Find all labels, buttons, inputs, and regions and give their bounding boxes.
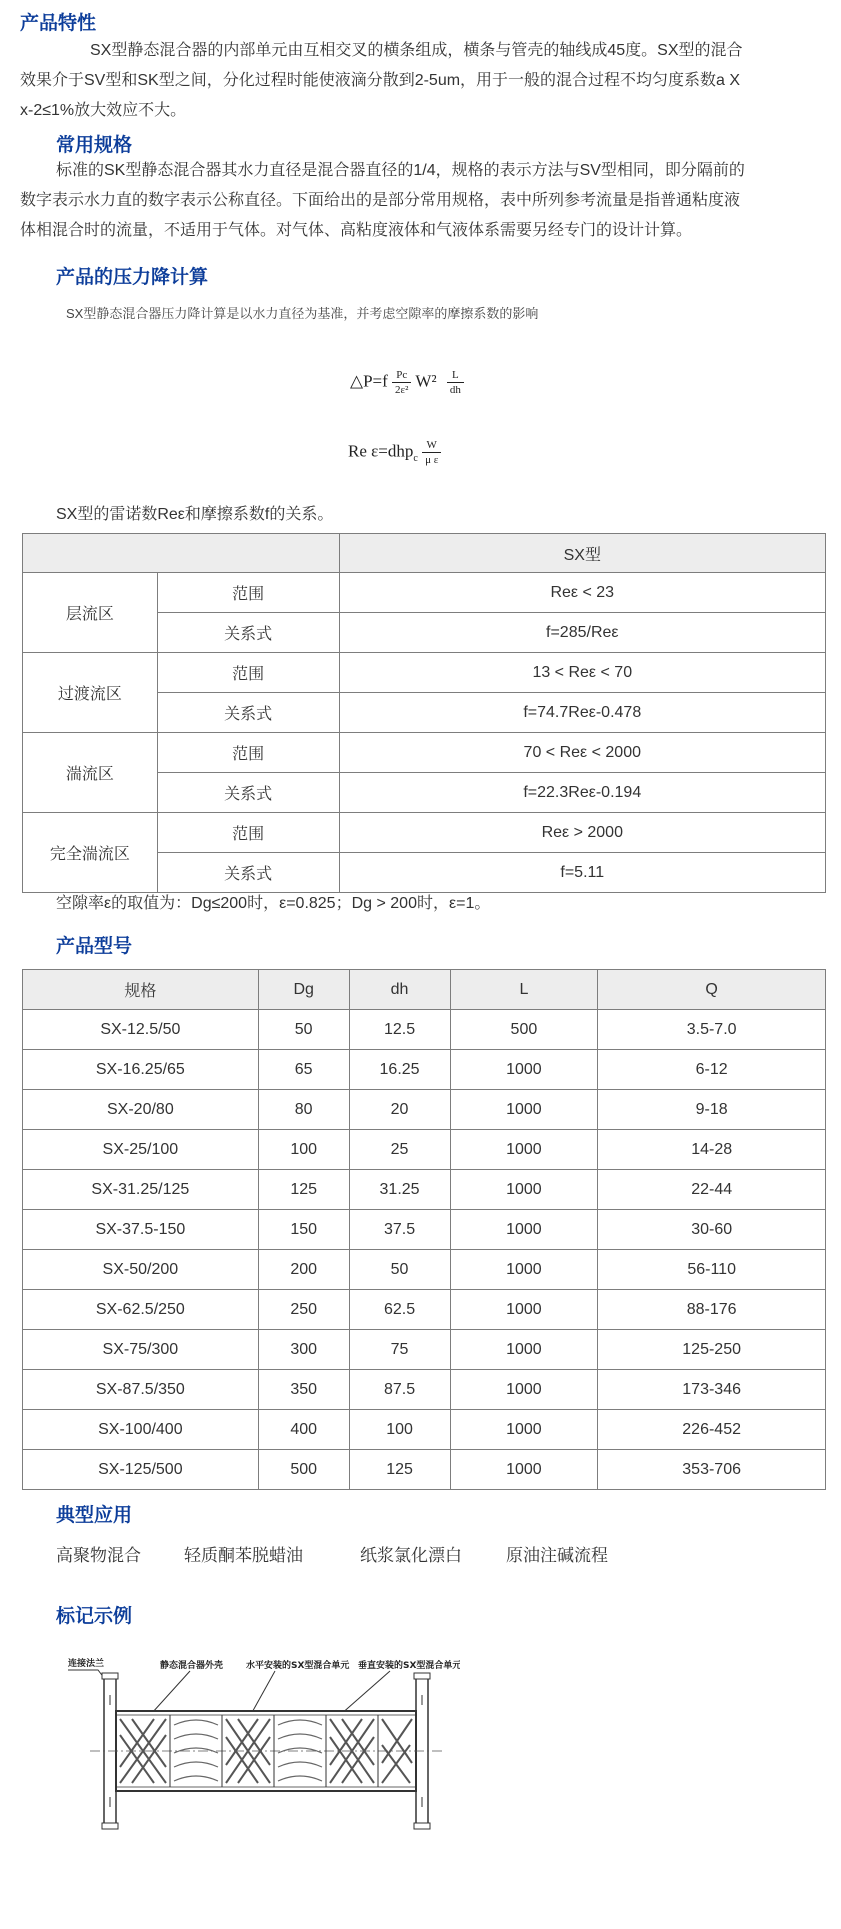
mixer-diagram-svg bbox=[60, 1655, 460, 1830]
table-row bbox=[23, 1010, 826, 1050]
zone-value-cell: f=285/Reε bbox=[339, 613, 825, 653]
table-cell: SX-75/300 bbox=[23, 1330, 259, 1370]
table-cell: 30-60 bbox=[598, 1210, 826, 1250]
table-row bbox=[23, 1250, 826, 1290]
models-column-header: Q bbox=[598, 970, 826, 1010]
table-cell: 65 bbox=[258, 1050, 349, 1090]
table-row bbox=[23, 1210, 826, 1250]
table-row bbox=[23, 1290, 826, 1330]
table-cell: 80 bbox=[258, 1090, 349, 1130]
table-cell: 1000 bbox=[450, 1290, 598, 1330]
formula-fraction-1-denominator: 2ε² bbox=[395, 384, 409, 396]
table-cell: 1000 bbox=[450, 1090, 598, 1130]
table-cell: 75 bbox=[349, 1330, 450, 1370]
features-line-2: 效果介于SV型和SK型之间，分化过程时能使液滴分散到2-5um，用于一般的混合过程不均匀度系数a X bbox=[20, 72, 741, 89]
table-cell: SX-25/100 bbox=[23, 1130, 259, 1170]
zone-key-cell: 关系式 bbox=[157, 773, 339, 813]
table-cell: 250 bbox=[258, 1290, 349, 1330]
section-heading-applications: 典型应用 bbox=[56, 1505, 133, 1526]
zone-cell: 过渡流区 bbox=[23, 653, 158, 733]
zone-value-cell: Reε > 2000 bbox=[339, 813, 825, 853]
table-cell: 1000 bbox=[450, 1250, 598, 1290]
models-table-body bbox=[23, 1010, 826, 1490]
table-cell: SX-100/400 bbox=[23, 1410, 259, 1450]
table-cell: 31.25 bbox=[349, 1170, 450, 1210]
zone-value-cell: f=74.7Reε-0.478 bbox=[339, 693, 825, 733]
formula-fraction-2 bbox=[447, 368, 464, 397]
table-row bbox=[23, 1170, 826, 1210]
reynolds-fraction bbox=[422, 438, 441, 467]
table-cell: 9-18 bbox=[598, 1090, 826, 1130]
zone-cell: 完全湍流区 bbox=[23, 813, 158, 893]
specs-line-1: 标准的SK型静态混合器其水力直径是混合器直径的1/4，规格的表示方法与SV型相同，即分隔前的 bbox=[56, 162, 745, 179]
label-housing: 静态混合器外壳 bbox=[160, 1661, 224, 1671]
features-line-1: SX型静态混合器的内部单元由互相交叉的横条组成，横条与管壳的轴线成45度。SX型的混合 bbox=[90, 42, 743, 59]
table-row bbox=[23, 1090, 826, 1130]
table-cell: 125-250 bbox=[598, 1330, 826, 1370]
models-column-header: dh bbox=[349, 970, 450, 1010]
relation-caption: SX型的雷诺数Reε和摩擦系数f的关系。 bbox=[56, 506, 334, 523]
table-cell: 88-176 bbox=[598, 1290, 826, 1330]
zone-key-cell: 范围 bbox=[157, 653, 339, 693]
table-row bbox=[23, 1450, 826, 1490]
friction-table-corner bbox=[23, 534, 340, 573]
table-cell: 1000 bbox=[450, 1210, 598, 1250]
features-line-3: x-2≤1%放大效应不大。 bbox=[20, 102, 187, 119]
zone-value-cell: Reε < 23 bbox=[339, 573, 825, 613]
table-cell: SX-125/500 bbox=[23, 1450, 259, 1490]
table-cell: 1000 bbox=[450, 1410, 598, 1450]
label-vertical-unit: 垂直安装的SX型混合单元 bbox=[358, 1661, 460, 1671]
table-cell: 87.5 bbox=[349, 1370, 450, 1410]
formula-velocity: W² bbox=[415, 371, 437, 391]
zone-key-cell: 关系式 bbox=[157, 693, 339, 733]
table-cell: 350 bbox=[258, 1370, 349, 1410]
zone-value-cell: 13 < Reε < 70 bbox=[339, 653, 825, 693]
pressure-note: SX型静态混合器压力降计算是以水力直径为基准，并考虑空隙率的摩擦系数的影响 bbox=[66, 306, 539, 321]
table-row bbox=[23, 1130, 826, 1170]
specs-line-2: 数字表示水力直的数字表示公称直径。下面给出的是部分常用规格，表中所列参考流量是指普通粘度液 bbox=[20, 192, 741, 209]
table-cell: 50 bbox=[349, 1250, 450, 1290]
zone-key-cell: 范围 bbox=[157, 733, 339, 773]
section-heading-models: 产品型号 bbox=[56, 936, 133, 957]
table-cell: 500 bbox=[258, 1450, 349, 1490]
table-cell: 1000 bbox=[450, 1170, 598, 1210]
reynolds-lhs: Re ε=dhp bbox=[348, 441, 414, 461]
table-cell: SX-20/80 bbox=[23, 1090, 259, 1130]
formula-fraction-2-numerator: L bbox=[447, 368, 464, 383]
section-heading-pressure: 产品的压力降计算 bbox=[56, 267, 209, 288]
table-cell: 1000 bbox=[450, 1450, 598, 1490]
table-cell: 1000 bbox=[450, 1370, 598, 1410]
zone-cell: 层流区 bbox=[23, 573, 158, 653]
table-cell: 500 bbox=[450, 1010, 598, 1050]
table-row bbox=[23, 1330, 826, 1370]
mixer-diagram bbox=[60, 1655, 460, 1830]
table-cell: 14-28 bbox=[598, 1130, 826, 1170]
table-row bbox=[23, 1410, 826, 1450]
reynolds-formula bbox=[348, 438, 441, 467]
models-column-header: Dg bbox=[258, 970, 349, 1010]
table-cell: 1000 bbox=[450, 1130, 598, 1170]
models-column-header: 规格 bbox=[23, 970, 259, 1010]
table-row bbox=[23, 1370, 826, 1410]
label-horizontal-unit: 水平安装的SX型混合单元 bbox=[246, 1661, 350, 1671]
table-cell: SX-37.5-150 bbox=[23, 1210, 259, 1250]
zone-key-cell: 关系式 bbox=[157, 853, 339, 893]
table-cell: 100 bbox=[258, 1130, 349, 1170]
application-item: 纸浆氯化漂白 bbox=[360, 1546, 462, 1565]
table-cell: 173-346 bbox=[598, 1370, 826, 1410]
zone-key-cell: 关系式 bbox=[157, 613, 339, 653]
application-item: 原油注碱流程 bbox=[506, 1546, 608, 1565]
models-table bbox=[22, 969, 826, 1490]
table-cell: SX-50/200 bbox=[23, 1250, 259, 1290]
specs-line-3: 体相混合时的流量，不适用于气体。对气体、高粘度液体和气液体系需要另经专门的设计计算。 bbox=[20, 222, 693, 239]
zone-value-cell: 70 < Reε < 2000 bbox=[339, 733, 825, 773]
label-flange: 连接法兰 bbox=[68, 1659, 105, 1669]
table-cell: 37.5 bbox=[349, 1210, 450, 1250]
zone-value-cell: f=22.3Reε-0.194 bbox=[339, 773, 825, 813]
table-cell: 12.5 bbox=[349, 1010, 450, 1050]
table-cell: 1000 bbox=[450, 1330, 598, 1370]
table-cell: SX-16.25/65 bbox=[23, 1050, 259, 1090]
formula-fraction-1-numerator: Pc bbox=[392, 368, 411, 383]
application-item: 高聚物混合 bbox=[56, 1546, 141, 1565]
formula-fraction-1 bbox=[392, 368, 411, 397]
table-cell: 1000 bbox=[450, 1050, 598, 1090]
reynolds-fraction-denominator: μ ε bbox=[425, 454, 439, 466]
section-heading-features: 产品特性 bbox=[20, 13, 97, 34]
table-cell: 125 bbox=[258, 1170, 349, 1210]
zone-key-cell: 范围 bbox=[157, 813, 339, 853]
friction-table bbox=[22, 533, 826, 893]
models-column-header: L bbox=[450, 970, 598, 1010]
zone-key-cell: 范围 bbox=[157, 573, 339, 613]
table-cell: SX-62.5/250 bbox=[23, 1290, 259, 1330]
reynolds-subscript: c bbox=[413, 452, 418, 464]
table-cell: 3.5-7.0 bbox=[598, 1010, 826, 1050]
zone-cell: 湍流区 bbox=[23, 733, 158, 813]
section-heading-marking: 标记示例 bbox=[56, 1606, 133, 1627]
table-row bbox=[23, 1050, 826, 1090]
zone-value-cell: f=5.11 bbox=[339, 853, 825, 893]
formula-fraction-2-denominator: dh bbox=[449, 384, 461, 396]
table-cell: 56-110 bbox=[598, 1250, 826, 1290]
table-cell: 125 bbox=[349, 1450, 450, 1490]
table-cell: 25 bbox=[349, 1130, 450, 1170]
table-cell: 62.5 bbox=[349, 1290, 450, 1330]
table-cell: 50 bbox=[258, 1010, 349, 1050]
table-cell: SX-87.5/350 bbox=[23, 1370, 259, 1410]
friction-table-header: SX型 bbox=[339, 534, 825, 573]
table-cell: 6-12 bbox=[598, 1050, 826, 1090]
table-cell: 400 bbox=[258, 1410, 349, 1450]
table-cell: SX-12.5/50 bbox=[23, 1010, 259, 1050]
formula-lhs: △P=f bbox=[350, 371, 388, 391]
table-cell: 16.25 bbox=[349, 1050, 450, 1090]
pressure-drop-formula bbox=[350, 368, 464, 397]
table-cell: 226-452 bbox=[598, 1410, 826, 1450]
reynolds-fraction-numerator: W bbox=[422, 438, 441, 453]
table-cell: 353-706 bbox=[598, 1450, 826, 1490]
table-cell: 20 bbox=[349, 1090, 450, 1130]
table-cell: 300 bbox=[258, 1330, 349, 1370]
application-item: 轻质酮苯脱蜡油 bbox=[184, 1546, 303, 1565]
table-cell: 200 bbox=[258, 1250, 349, 1290]
table-cell: 22-44 bbox=[598, 1170, 826, 1210]
table-cell: SX-31.25/125 bbox=[23, 1170, 259, 1210]
table-cell: 100 bbox=[349, 1410, 450, 1450]
porosity-footnote: 空隙率ε的取值为：Dg≤200时，ε=0.825；Dg > 200时，ε=1。 bbox=[56, 895, 491, 912]
table-cell: 150 bbox=[258, 1210, 349, 1250]
section-heading-specs: 常用规格 bbox=[56, 135, 133, 156]
